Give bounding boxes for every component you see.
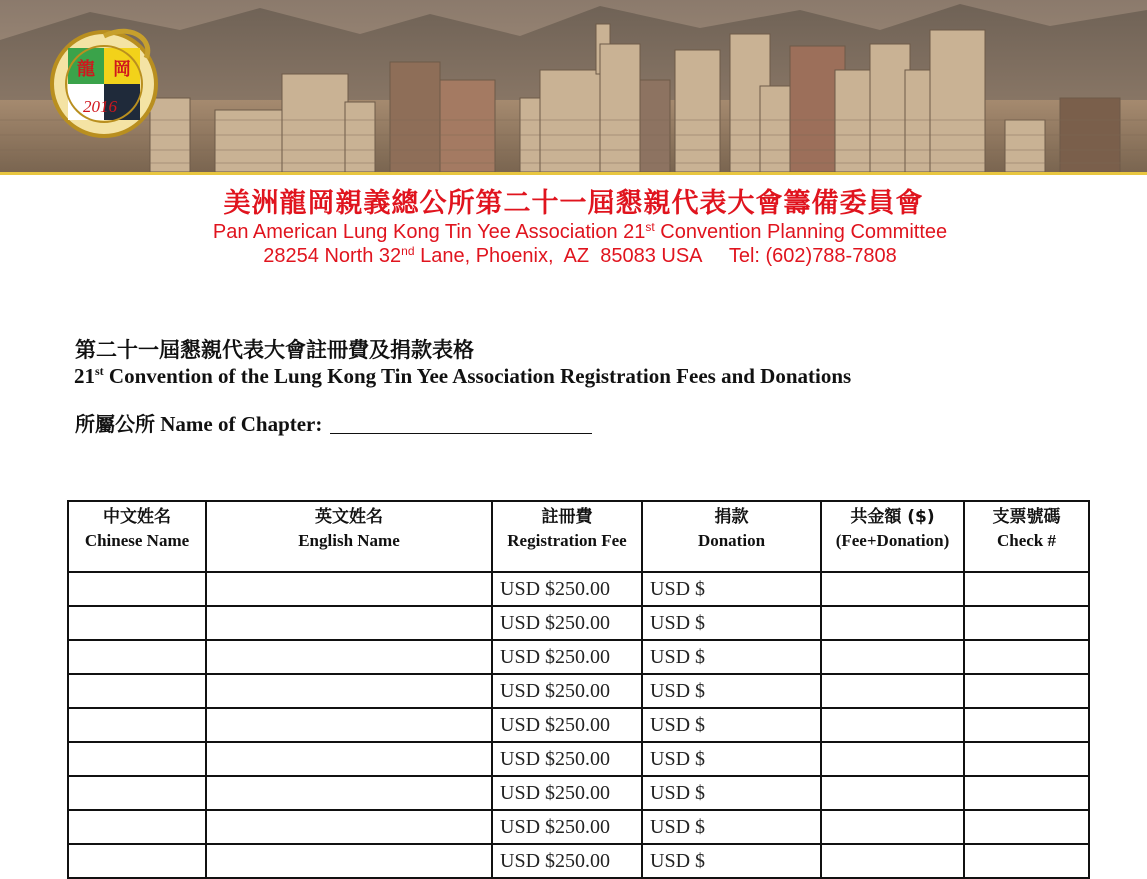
header-english-name <box>206 501 492 572</box>
header-en: Donation <box>697 531 766 550</box>
header-zh: 英文姓名 <box>315 507 383 527</box>
association-logo <box>48 22 160 140</box>
header-zh: 共金額 ($) <box>850 507 935 527</box>
english-name-cell[interactable] <box>206 606 492 640</box>
registration-fee-cell: USD $250.00 <box>492 572 642 606</box>
english-name-cell[interactable] <box>206 708 492 742</box>
total-cell[interactable] <box>821 810 964 844</box>
donation-cell[interactable]: USD $ <box>642 742 821 776</box>
address-sup: nd <box>401 244 415 258</box>
english-name-cell[interactable] <box>206 810 492 844</box>
header-zh: 中文姓名 <box>103 507 171 527</box>
donation-cell[interactable]: USD $ <box>642 708 821 742</box>
table-row <box>68 708 1089 742</box>
check-number-cell[interactable] <box>964 742 1089 776</box>
donation-cell[interactable]: USD $ <box>642 674 821 708</box>
form-title-chinese: 第二十一屆懇親代表大會註冊費及捐款表格 <box>75 338 474 362</box>
english-name-cell[interactable] <box>206 640 492 674</box>
table-row <box>68 810 1089 844</box>
registration-fee-cell: USD $250.00 <box>492 776 642 810</box>
registration-fee-cell: USD $250.00 <box>492 674 642 708</box>
registration-fee-cell: USD $250.00 <box>492 708 642 742</box>
form-title-en-pre: 21 <box>74 364 95 388</box>
total-cell[interactable] <box>821 674 964 708</box>
org-name-en-post: Convention Planning Committee <box>654 221 948 243</box>
header-en: Chinese Name <box>84 531 190 550</box>
org-name-en-pre: Pan American Lung Kong Tin Yee Association 21 <box>212 221 646 243</box>
registration-rows <box>68 572 1089 878</box>
check-number-cell[interactable] <box>964 708 1089 742</box>
header-en: English Name <box>298 531 400 550</box>
chapter-label-en: Name of Chapter: <box>155 412 323 436</box>
table-row <box>68 776 1089 810</box>
header-donation <box>642 501 821 572</box>
registration-table <box>67 500 1090 879</box>
check-number-cell[interactable] <box>964 810 1089 844</box>
table-row <box>68 640 1089 674</box>
check-number-cell[interactable] <box>964 844 1089 878</box>
registration-fee-cell: USD $250.00 <box>492 742 642 776</box>
table-header-row <box>68 501 1089 572</box>
header-en: (Fee+Donation) <box>835 531 950 550</box>
registration-fee-cell: USD $250.00 <box>492 640 642 674</box>
chinese-name-cell[interactable] <box>68 776 206 810</box>
check-number-cell[interactable] <box>964 572 1089 606</box>
chapter-name-blank[interactable] <box>330 415 592 434</box>
chinese-name-cell[interactable] <box>68 640 206 674</box>
header-chinese-name <box>68 501 206 572</box>
chinese-name-cell[interactable] <box>68 844 206 878</box>
logo-year: 2016 <box>83 97 117 116</box>
donation-cell[interactable]: USD $ <box>642 844 821 878</box>
donation-cell[interactable]: USD $ <box>642 606 821 640</box>
check-number-cell[interactable] <box>964 606 1089 640</box>
chinese-name-cell[interactable] <box>68 810 206 844</box>
header-banner <box>0 0 1147 175</box>
org-name-en-sup: st <box>645 220 655 234</box>
header-zh: 註冊費 <box>541 507 593 527</box>
donation-cell[interactable]: USD $ <box>642 810 821 844</box>
form-title-en-sup: st <box>95 364 104 378</box>
org-name-chinese: 美洲龍岡親義總公所第二十一屆懇親代表大會籌備委員會 <box>223 188 924 219</box>
english-name-cell[interactable] <box>206 742 492 776</box>
total-cell[interactable] <box>821 844 964 878</box>
org-name-english-block <box>0 220 1147 268</box>
total-cell[interactable] <box>821 776 964 810</box>
org-name-english <box>0 220 1147 244</box>
header-registration-fee <box>492 501 642 572</box>
chinese-name-cell[interactable] <box>68 606 206 640</box>
address-pre: 28254 North 32 <box>263 245 402 267</box>
header-en: Check # <box>996 531 1057 550</box>
form-title-en-post: Convention of the Lung Kong Tin Yee Association Registration Fees and Donations <box>103 364 852 388</box>
total-cell[interactable] <box>821 606 964 640</box>
skyline-image <box>0 0 1147 172</box>
header-en: Registration Fee <box>507 531 627 550</box>
logo-char-left: 龍 <box>77 59 95 80</box>
chinese-name-cell[interactable] <box>68 572 206 606</box>
total-cell[interactable] <box>821 572 964 606</box>
total-cell[interactable] <box>821 640 964 674</box>
chinese-name-cell[interactable] <box>68 674 206 708</box>
english-name-cell[interactable] <box>206 844 492 878</box>
check-number-cell[interactable] <box>964 640 1089 674</box>
chapter-field <box>75 408 592 437</box>
table-row <box>68 742 1089 776</box>
english-name-cell[interactable] <box>206 674 492 708</box>
chinese-name-cell[interactable] <box>68 708 206 742</box>
header-check-number <box>964 501 1089 572</box>
table-row <box>68 674 1089 708</box>
donation-cell[interactable]: USD $ <box>642 572 821 606</box>
total-cell[interactable] <box>821 742 964 776</box>
registration-fee-cell: USD $250.00 <box>492 844 642 878</box>
total-cell[interactable] <box>821 708 964 742</box>
table-row <box>68 844 1089 878</box>
registration-fee-cell: USD $250.00 <box>492 606 642 640</box>
english-name-cell[interactable] <box>206 572 492 606</box>
donation-cell[interactable]: USD $ <box>642 776 821 810</box>
table-row <box>68 572 1089 606</box>
registration-fee-cell: USD $250.00 <box>492 810 642 844</box>
chapter-label-zh: 所屬公所 <box>75 412 155 436</box>
chinese-name-cell[interactable] <box>68 742 206 776</box>
logo-char-right: 岡 <box>113 59 131 80</box>
check-number-cell[interactable] <box>964 776 1089 810</box>
check-number-cell[interactable] <box>964 674 1089 708</box>
address-post: Lane, Phoenix, AZ 85083 USA Tel: (602)788-7808 <box>414 245 897 267</box>
donation-cell[interactable]: USD $ <box>642 640 821 674</box>
header-zh: 捐款 <box>714 507 749 527</box>
english-name-cell[interactable] <box>206 776 492 810</box>
org-address <box>0 244 1147 268</box>
form-title-english <box>74 364 851 389</box>
header-zh: 支票號碼 <box>992 507 1061 527</box>
header-total <box>821 501 964 572</box>
table-row <box>68 606 1089 640</box>
